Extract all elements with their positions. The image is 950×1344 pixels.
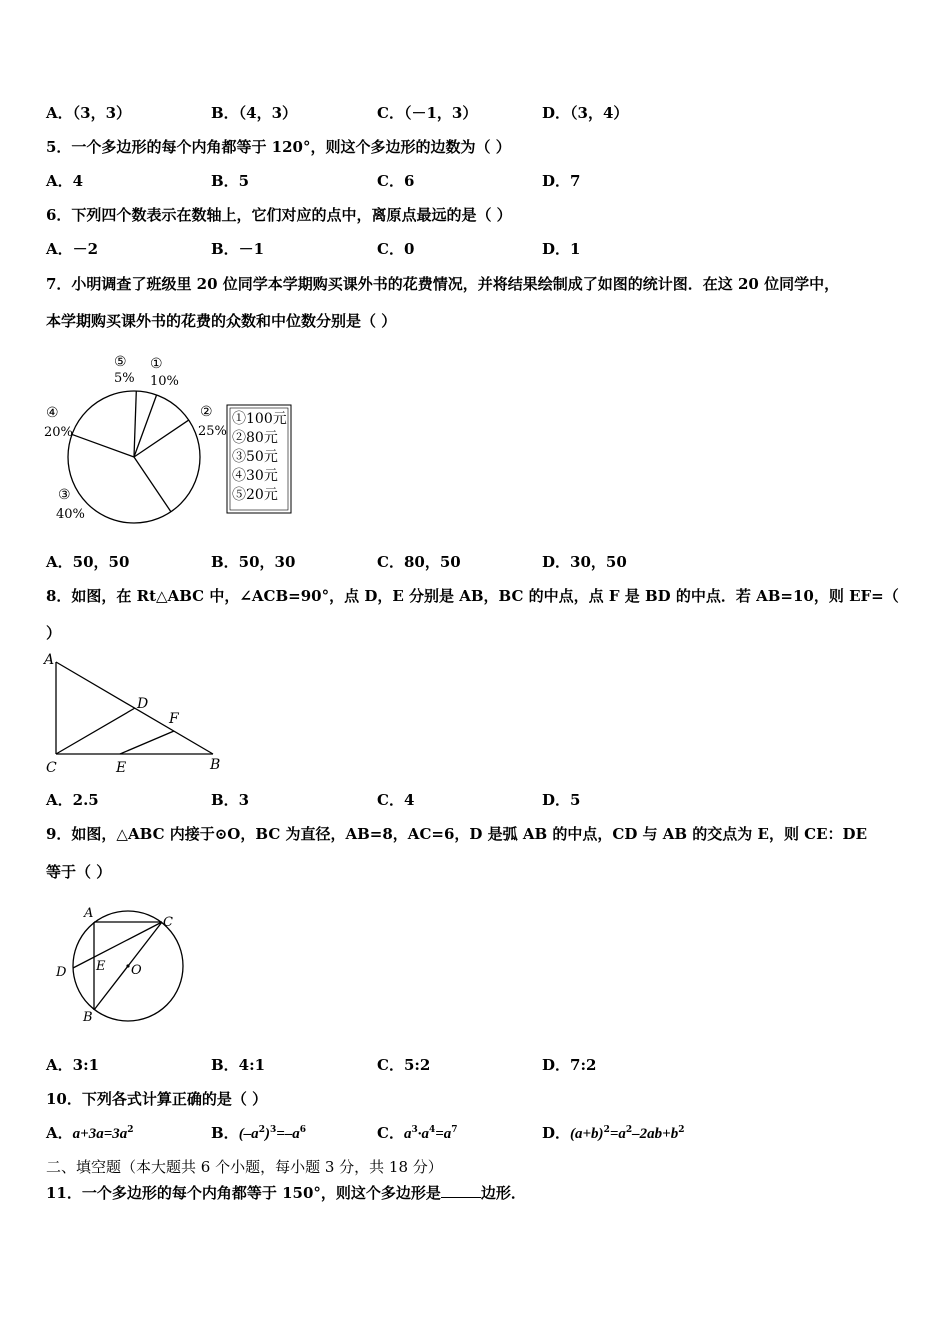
q7-pie-chart — [40, 345, 300, 530]
q8-option-a: A．2.5 — [46, 791, 99, 809]
slice-label-3: 40% — [56, 507, 85, 522]
label-a: A — [84, 906, 94, 921]
q10-option-b: B．$(-a^2)^3=-a^6$ — [211, 1124, 307, 1142]
pie-slice-boundary-4 — [72, 434, 134, 457]
q6-option-b: B．－1 — [211, 240, 265, 258]
q6-option-c: C．0 — [377, 240, 415, 258]
center-point — [126, 964, 129, 967]
q7-option-a: A．50，50 — [46, 553, 130, 571]
slice-marker-2: ② — [200, 404, 213, 420]
legend-item-1: ①100元 — [232, 411, 287, 427]
q7-text-line2: 本学期购买课外书的花费的众数和中位数分别是（ ） — [46, 312, 397, 330]
pie-slice-boundary-1 — [134, 395, 157, 457]
label-b: B — [83, 1010, 93, 1025]
q7-option-c: C．80，50 — [377, 553, 461, 571]
slice-label-2: 25% — [198, 424, 227, 439]
label-o: O — [131, 963, 142, 978]
q11-text: 11．一个多边形的每个内角都等于 150°，则这个多边形是 边形． — [46, 1184, 526, 1202]
q8-text-line2: ） — [46, 624, 62, 642]
segment-cd — [73, 922, 162, 968]
section2-title: 二、填空题（本大题共 6 个小题，每小题 3 分，共 18 分） — [46, 1158, 443, 1176]
pie-slice-boundary-5 — [134, 391, 136, 457]
slice-marker-5: ⑤ — [114, 354, 127, 370]
q8-triangle-figure — [40, 648, 235, 776]
q8-option-b: B．3 — [211, 791, 250, 809]
slice-marker-3: ③ — [58, 487, 71, 503]
q9-text-line1: 9．如图，△ABC 内接于⊙O，BC 为直径，AB=8，AC=6，D 是弧 AB 的中点，CD 与 AB 的交点为 E，则 CE：DE — [46, 825, 867, 843]
legend-item-5: ⑤20元 — [232, 487, 278, 503]
slice-label-1: 10% — [150, 374, 179, 389]
q6-text: 6．下列四个数表示在数轴上，它们对应的点中，离原点最远的是（ ） — [46, 206, 512, 224]
q10-text: 10．下列各式计算正确的是（ ） — [46, 1090, 268, 1108]
q7-text-line1: 7．小明调查了班级里 20 位同学本学期购买课外书的花费情况，并将结果绘制成了如图的统计图．在这 20 位同学中， — [46, 275, 840, 293]
q5-option-a: A．4 — [46, 172, 84, 190]
q10-option-c: C．$a^3\cdot a^4=a^7$ — [377, 1124, 458, 1142]
q11-answer-blank — [441, 1183, 481, 1198]
q9-options — [46, 1054, 906, 1074]
q4-option-d: D．（3，4） — [542, 104, 629, 122]
label-c: C — [46, 760, 57, 776]
q9-circle-figure — [50, 900, 195, 1028]
q4-options — [46, 102, 906, 122]
legend-item-4: ④30元 — [232, 468, 278, 484]
q8-text-line1: 8．如图，在 Rt△ABC 中，∠ACB=90°，点 D，E 分别是 AB，BC 的中点，点 F 是 BD 的中点．若 AB=10，则 EF=（ — [46, 587, 899, 605]
q10-option-d: D．$(a+b)^2=a^2-2ab+b^2$ — [542, 1124, 685, 1142]
q8-option-c: C．4 — [377, 791, 415, 809]
q6-option-a: A．－2 — [46, 240, 99, 258]
label-e: E — [96, 959, 106, 974]
q7-options — [46, 551, 906, 571]
label-b: B — [210, 757, 221, 773]
q9-text-line2: 等于（ ） — [46, 863, 112, 881]
q10-option-a: A．$a+3a=3a^2$ — [46, 1124, 134, 1142]
segment-ef — [120, 731, 174, 754]
slice-label-4: 20% — [44, 425, 73, 440]
q4-option-a: A．（3，3） — [46, 104, 132, 122]
q5-option-d: D．7 — [542, 172, 581, 190]
slice-marker-4: ④ — [46, 405, 59, 421]
q6-options — [46, 238, 906, 258]
q4-option-b: B．（4，3） — [211, 104, 298, 122]
label-e: E — [116, 760, 127, 776]
q10-options — [46, 1122, 906, 1142]
q7-option-d: D．30，50 — [542, 553, 627, 571]
q9-option-c: C．5:2 — [377, 1056, 431, 1074]
legend-item-2: ②80元 — [232, 430, 278, 446]
q4-option-c: C．（－1，3） — [377, 104, 478, 122]
q8-option-d: D．5 — [542, 791, 581, 809]
legend-item-3: ③50元 — [232, 449, 278, 465]
label-d: D — [56, 965, 67, 980]
slice-label-5: 5% — [114, 371, 135, 386]
label-c: C — [163, 915, 173, 930]
q9-option-a: A．3:1 — [46, 1056, 100, 1074]
pie-slice-boundary-3 — [134, 457, 171, 512]
q9-option-d: D．7:2 — [542, 1056, 597, 1074]
label-a: A — [44, 652, 55, 668]
label-d: D — [137, 696, 149, 712]
segment-cd — [56, 708, 135, 754]
q5-option-b: B．5 — [211, 172, 250, 190]
q5-text: 5．一个多边形的每个内角都等于 120°，则这个多边形的边数为（ ） — [46, 138, 511, 156]
q6-option-d: D．1 — [542, 240, 581, 258]
q5-options — [46, 170, 906, 190]
q7-option-b: B．50，30 — [211, 553, 296, 571]
slice-marker-1: ① — [150, 356, 163, 372]
q5-option-c: C．6 — [377, 172, 415, 190]
q8-options — [46, 789, 906, 809]
label-f: F — [169, 711, 179, 727]
pie-slice-boundary-2 — [134, 420, 189, 457]
q9-option-b: B．4:1 — [211, 1056, 266, 1074]
